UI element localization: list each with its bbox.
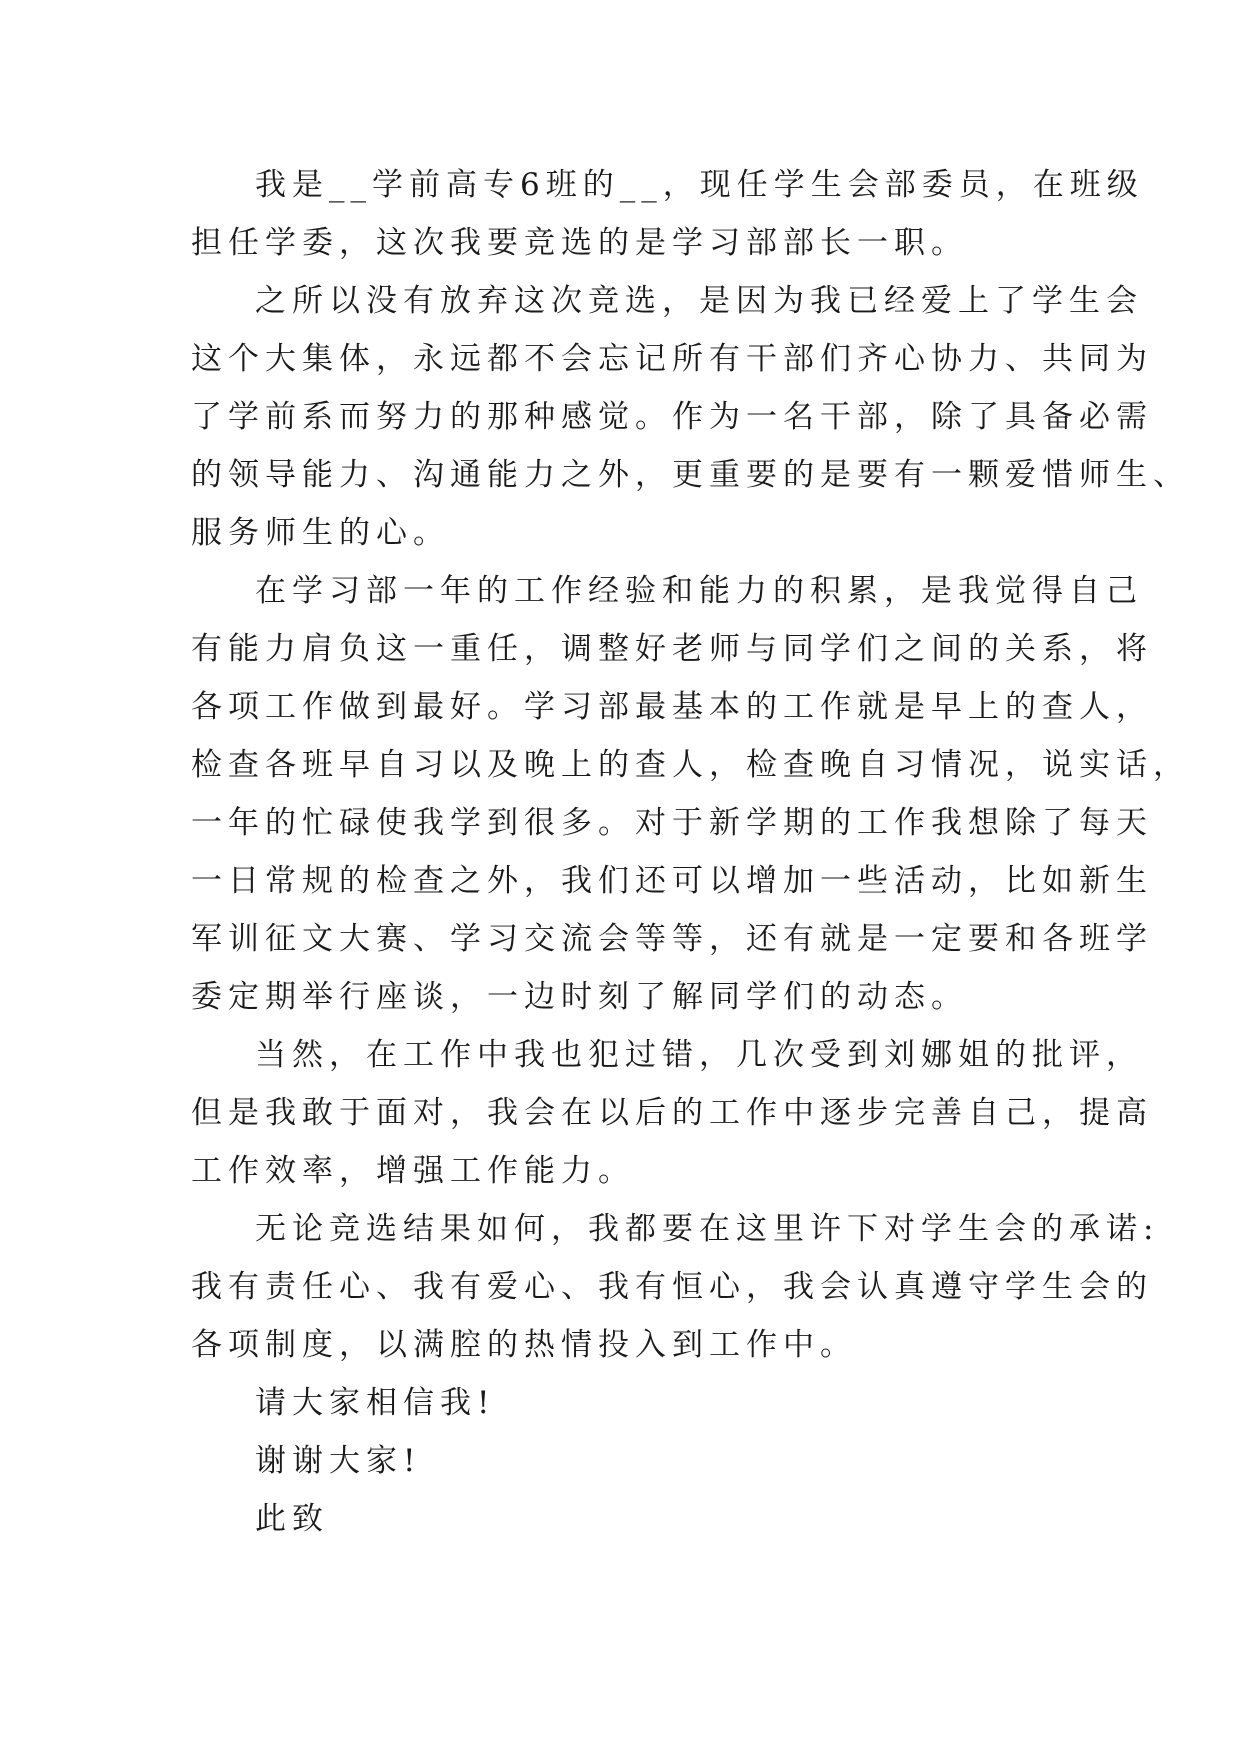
paragraph-mistakes bbox=[191, 1026, 1153, 1200]
text-line: 各项制度，以满腔的热情投入到工作中。 bbox=[191, 1327, 857, 1363]
text-line: 我有责任心、我有爱心、我有恒心，我会认真遵守学生会的 bbox=[191, 1269, 1153, 1305]
closing-salutation bbox=[191, 1490, 1071, 1548]
text-line: 检查各班早自习以及晚上的查人，检查晚自习情况，说实话， bbox=[191, 747, 1190, 783]
text-line: 有能力肩负这一重任，调整好老师与同学们之间的关系，将 bbox=[191, 631, 1153, 667]
document-body bbox=[191, 156, 1190, 1548]
paragraph-self-introduction bbox=[191, 156, 1144, 272]
text-line: 一年的忙碌使我学到很多。对于新学期的工作我想除了每天 bbox=[191, 805, 1153, 841]
text-line: 工作效率，增强工作能力。 bbox=[191, 1153, 635, 1189]
text-line: 当然，在工作中我也犯过错，几次受到刘娜姐的批评， bbox=[255, 1037, 1143, 1073]
text-line: 但是我敢于面对，我会在以后的工作中逐步完善自己，提高 bbox=[191, 1095, 1153, 1131]
text-line: 各项工作做到最好。学习部最基本的工作就是早上的查人， bbox=[191, 689, 1153, 725]
text-line: 军训征文大赛、学习交流会等等，还有就是一定要和各班学 bbox=[191, 921, 1153, 957]
paragraph-promise bbox=[191, 1200, 1160, 1374]
text-line: 无论竞选结果如何，我都要在这里许下对学生会的承诺: bbox=[255, 1211, 1160, 1247]
text-line: 了学前系而努力的那种感觉。作为一名干部，除了具备必需 bbox=[191, 399, 1153, 435]
text-line: 委定期举行座谈，一边时刻了解同学们的动态。 bbox=[191, 979, 968, 1015]
text-line: 在学习部一年的工作经验和能力的积累，是我觉得自己 bbox=[255, 573, 1143, 609]
text-line: 之所以没有放弃这次竞选，是因为我已经爱上了学生会 bbox=[255, 283, 1143, 319]
text-line: 这个大集体，永远都不会忘记所有干部们齐心协力、共同为 bbox=[191, 341, 1153, 377]
paragraph-motivation bbox=[191, 272, 1190, 562]
text-line: 此致 bbox=[255, 1501, 329, 1537]
text-line: 我是__学前高专6班的__，现任学生会部委员，在班级 bbox=[255, 167, 1144, 203]
closing-thanks bbox=[191, 1432, 1071, 1490]
text-line: 谢谢大家! bbox=[255, 1443, 422, 1479]
text-line: 担任学委，这次我要竞选的是学习部部长一职。 bbox=[191, 225, 968, 261]
paragraph-experience bbox=[191, 562, 1190, 1026]
text-line: 请大家相信我! bbox=[255, 1385, 496, 1421]
text-line: 一日常规的检查之外，我们还可以增加一些活动，比如新生 bbox=[191, 863, 1153, 899]
text-line: 的领导能力、沟通能力之外，更重要的是要有一颗爱惜师生、 bbox=[191, 457, 1190, 493]
text-line: 服务师生的心。 bbox=[191, 515, 450, 551]
closing-trust bbox=[191, 1374, 1071, 1432]
